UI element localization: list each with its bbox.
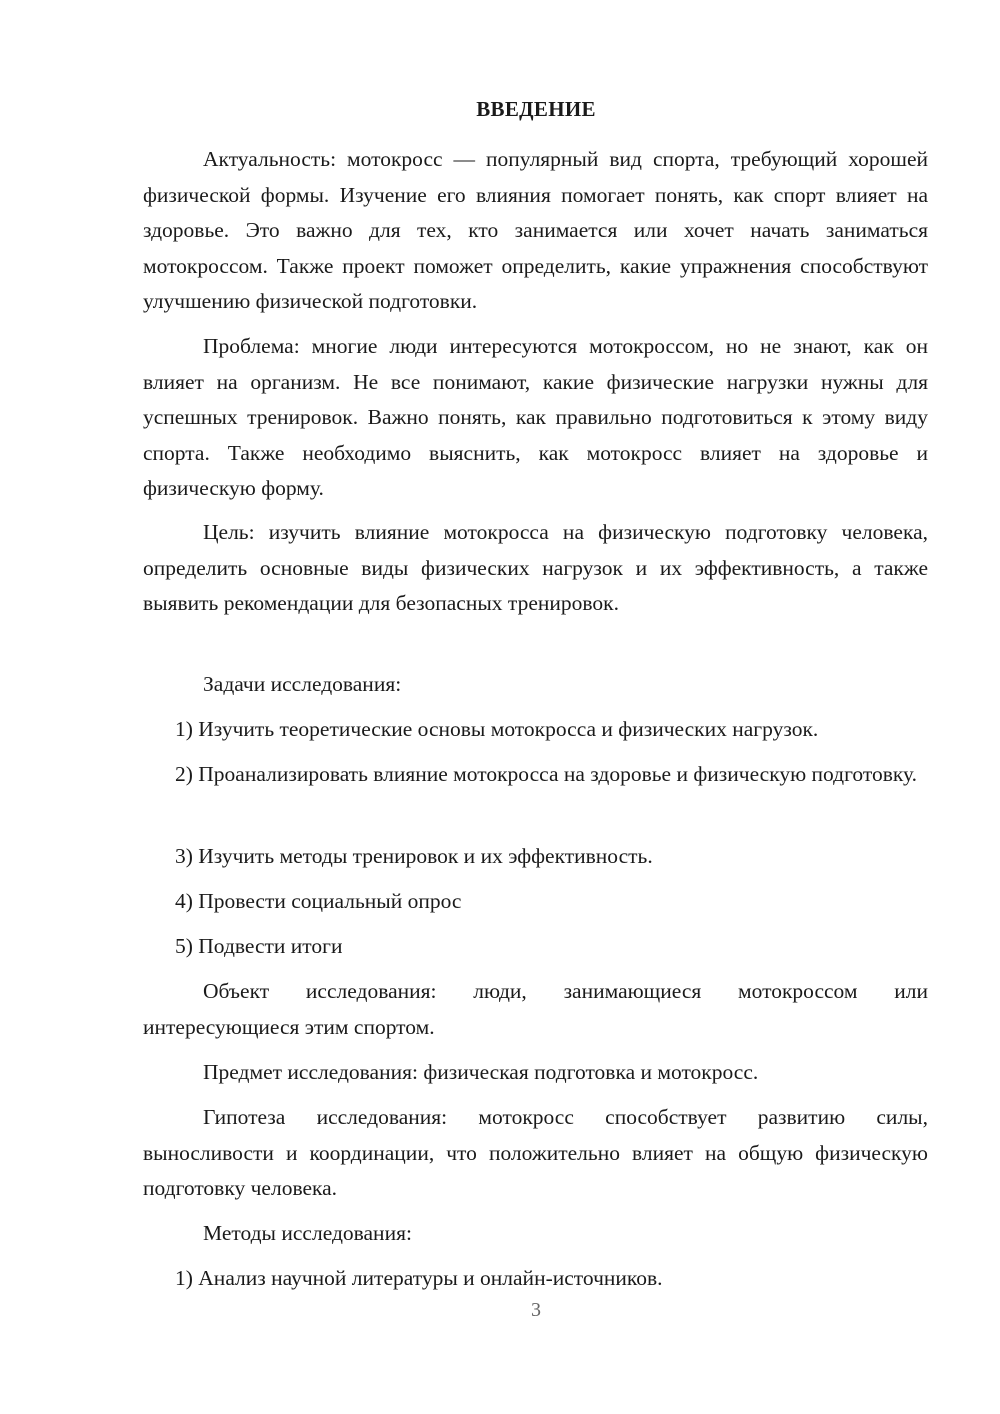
task-item: 1) Изучить теоретические основы мотокросса и физических нагрузок. [175,717,819,741]
task-item: 4) Провести социальный опрос [175,889,462,913]
methods-title: Методы исследования: [203,1221,412,1245]
tasks-title: Задачи исследования: [203,672,402,696]
paragraph-goal: Цель: изучить влияние мотокросса на физическую подготовку человека, определить основные виды физических нагрузок и их эффективность, а также выявить рекомендации для безопасных тренировок. [143,520,928,615]
page-number: 3 [531,1299,541,1321]
paragraph-subject: Предмет исследования: физическая подготовка и мотокросс. [203,1060,759,1084]
task-item: 5) Подвести итоги [175,934,343,958]
paragraph-hypothesis: Гипотеза исследования: мотокросс способствует развитию силы, выносливости и координации, что положительно влияет на общую физическую подготовку человека. [143,1105,928,1200]
task-item: 2) Проанализировать влияние мотокросса на здоровье и физическую подготовку. [175,762,917,786]
method-item: 1) Анализ научной литературы и онлайн-источников. [175,1266,663,1290]
paragraph-relevance: Актуальность: мотокросс — популярный вид спорта, требующий хорошей физической формы. Изучение его влияния помогает понять, как спорт влияет на здоровье. Это важно для тех, кто занимается или хочет начать заниматься мотокроссом. Также проект поможет определить, какие упражнения способствуют улучшению физической подготовки. [143,147,928,313]
paragraph-problem: Проблема: многие люди интересуются мотокроссом, но не знают, как он влияет на организм. Не все понимают, какие физические нагрузки нужны для успешных тренировок. Важно понять, как правильно подготовиться к этому виду спорта. Также необходимо выяснить, как мотокросс влияет на здоровье и физическую форму. [143,334,928,500]
task-item: 3) Изучить методы тренировок и их эффективность. [175,844,653,868]
section-heading: ВВЕДЕНИЕ [476,97,596,121]
paragraph-object: Объект исследования: люди, занимающиеся мотокроссом или интересующиеся этим спортом. [143,979,928,1039]
